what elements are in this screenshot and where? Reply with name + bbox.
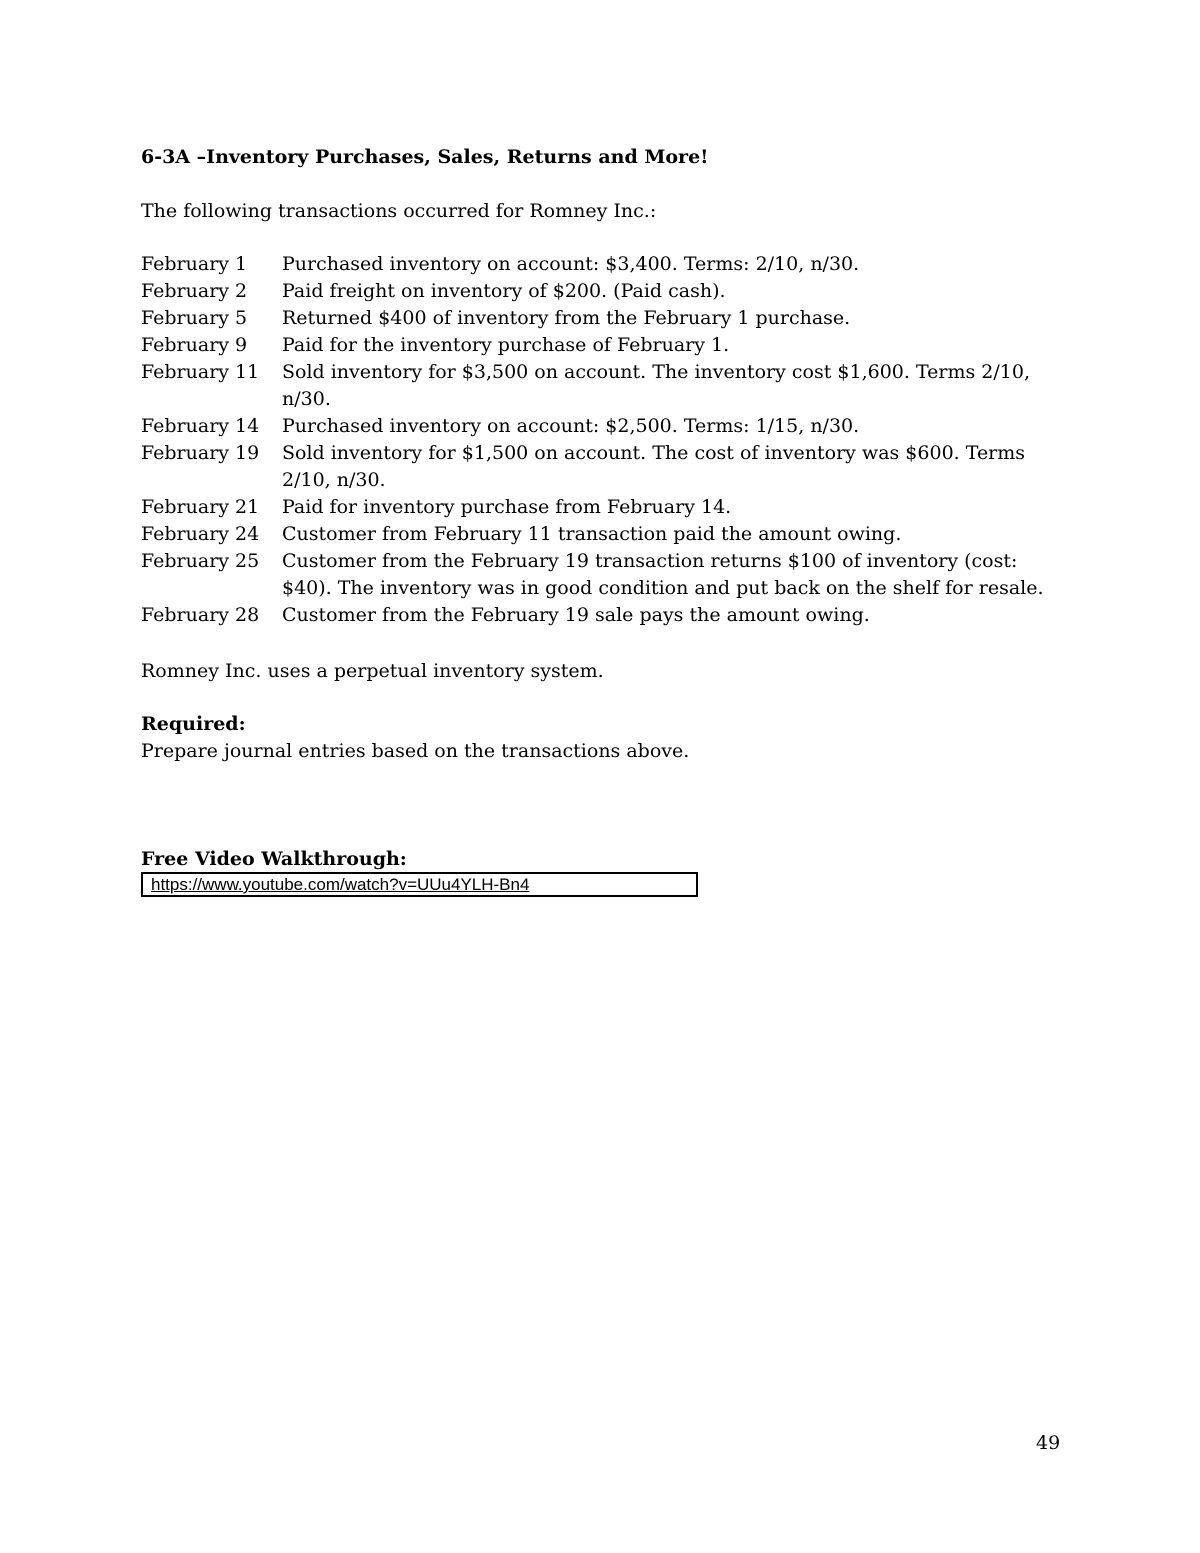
transaction-date: February 14 bbox=[141, 415, 260, 437]
transaction-row bbox=[141, 548, 1071, 602]
transaction-description: Paid freight on inventory of $200. (Paid cash). bbox=[282, 280, 726, 302]
transaction-description: Customer from February 11 transaction paid the amount owing. bbox=[282, 523, 902, 545]
transaction-row bbox=[141, 602, 1071, 629]
transaction-row bbox=[141, 278, 1071, 305]
transaction-date: February 5 bbox=[141, 307, 248, 329]
required-instructions: Prepare journal entries based on the transactions above. bbox=[141, 740, 690, 762]
transaction-description: Purchased inventory on account: $3,400. Terms: 2/10, n/30. bbox=[282, 253, 860, 275]
transaction-date: February 28 bbox=[141, 604, 260, 626]
video-walkthrough-heading: Free Video Walkthrough: bbox=[141, 848, 407, 870]
transaction-description: Paid for the inventory purchase of February 1. bbox=[282, 334, 730, 356]
transaction-description: Sold inventory for $1,500 on account. The cost of inventory was $600. Terms 2/10, n/30. bbox=[282, 442, 1026, 491]
transaction-row bbox=[141, 413, 1071, 440]
transaction-date: February 1 bbox=[141, 253, 248, 275]
transaction-description: Sold inventory for $3,500 on account. The inventory cost $1,600. Terms 2/10, n/30. bbox=[282, 361, 1031, 410]
transaction-description: Purchased inventory on account: $2,500. Terms: 1/15, n/30. bbox=[282, 415, 860, 437]
required-heading: Required: bbox=[141, 713, 246, 735]
transaction-date: February 9 bbox=[141, 334, 248, 356]
transaction-row bbox=[141, 521, 1071, 548]
video-link[interactable]: https://www.youtube.com/watch?v=UUu4YLH-Bn4 bbox=[151, 875, 530, 894]
video-link-box bbox=[141, 872, 698, 897]
transaction-row bbox=[141, 440, 1071, 494]
transaction-date: February 11 bbox=[141, 361, 260, 383]
transaction-row bbox=[141, 359, 1071, 413]
transaction-description: Customer from the February 19 sale pays the amount owing. bbox=[282, 604, 870, 626]
transaction-row bbox=[141, 332, 1071, 359]
page-number: 49 bbox=[1036, 1432, 1061, 1454]
transaction-row bbox=[141, 251, 1071, 278]
inventory-system-note: Romney Inc. uses a perpetual inventory system. bbox=[141, 660, 604, 682]
transaction-date: February 2 bbox=[141, 280, 248, 302]
transaction-description: Returned $400 of inventory from the February 1 purchase. bbox=[282, 307, 851, 329]
transaction-date: February 25 bbox=[141, 550, 260, 572]
exercise-title: 6-3A –Inventory Purchases, Sales, Returns and More! bbox=[141, 146, 709, 168]
transaction-description: Paid for inventory purchase from February 14. bbox=[282, 496, 732, 518]
transaction-description: Customer from the February 19 transaction returns $100 of inventory (cost: $40). The inventory was in good condition and put back on the shelf for resale. bbox=[282, 550, 1044, 599]
transaction-date: February 21 bbox=[141, 496, 260, 518]
transaction-row bbox=[141, 494, 1071, 521]
transaction-list bbox=[141, 251, 1071, 629]
transaction-date: February 19 bbox=[141, 442, 260, 464]
transaction-date: February 24 bbox=[141, 523, 260, 545]
intro-text: The following transactions occurred for Romney Inc.: bbox=[141, 200, 657, 222]
transaction-row bbox=[141, 305, 1071, 332]
